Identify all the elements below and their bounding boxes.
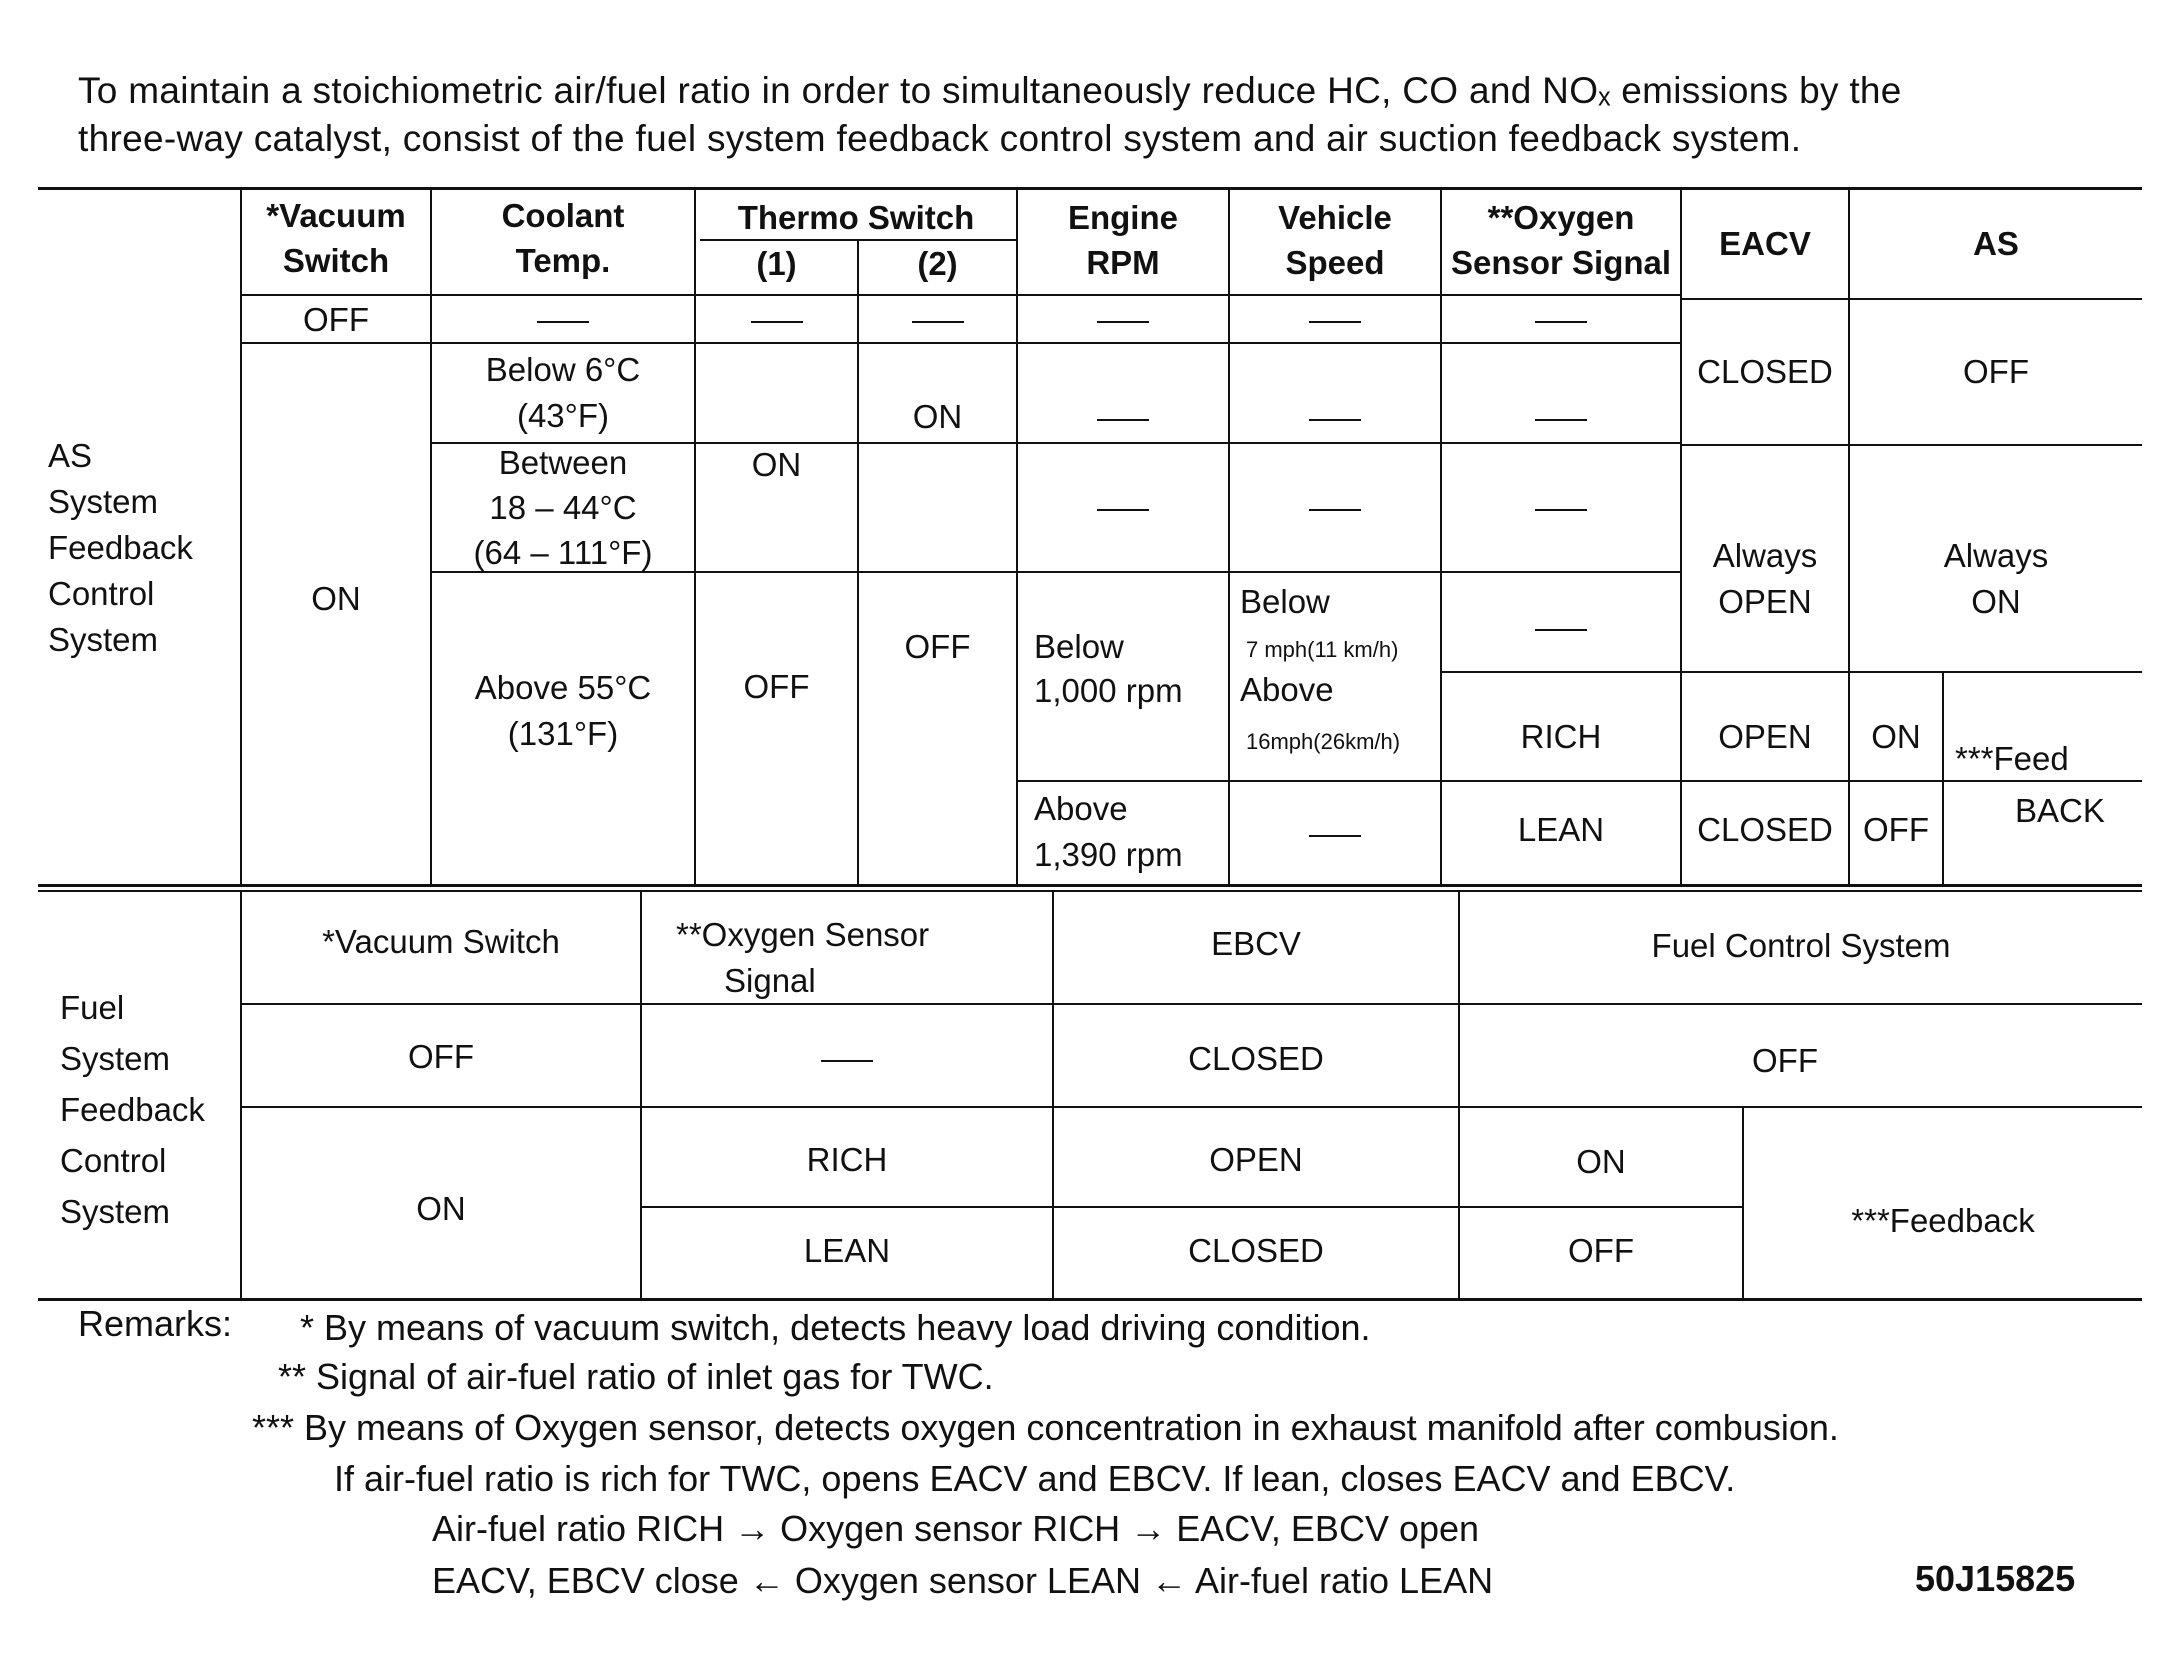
as-oxygen-rich: RICH xyxy=(1520,718,1602,755)
fuel-control-off: OFF xyxy=(1752,1042,1818,1079)
as-oxygen-lean: LEAN xyxy=(1517,811,1605,848)
intro-line-1: To maintain a stoichiometric air/fuel ratio in order to simultaneously reduce HC, CO and NOₓ emissions by the xyxy=(78,70,1902,111)
dash xyxy=(1535,629,1587,631)
eacv-closed-lean: CLOSED xyxy=(1697,811,1833,848)
fuel-system-label: Fuel System Feedback Control System xyxy=(60,989,205,1230)
header-vacuum-switch: *Vacuum Switch xyxy=(266,197,406,279)
remark-1: * By means of vacuum switch, detects heavy load driving condition. xyxy=(300,1307,1371,1348)
rpm-below: Below 1,000 rpm xyxy=(1034,628,1183,709)
dash xyxy=(1535,321,1587,323)
dash xyxy=(912,321,964,323)
coolant-above: Above 55°C (131°F) xyxy=(474,669,652,752)
speed-above: Above xyxy=(1240,671,1334,708)
remarks-label: Remarks: xyxy=(78,1303,233,1344)
dash xyxy=(1309,509,1361,511)
fuel-vacuum-off: OFF xyxy=(408,1038,474,1075)
thermo1-off: OFF xyxy=(743,668,810,705)
dash xyxy=(1309,835,1361,837)
dash xyxy=(1097,509,1149,511)
fuel-control-off-lean: OFF xyxy=(1568,1232,1634,1269)
header-as: AS xyxy=(1973,225,2019,262)
fuel-ebcv-closed: CLOSED xyxy=(1188,1040,1324,1077)
fuel-ebcv-closed-lean: CLOSED xyxy=(1188,1232,1324,1269)
eacv-closed: CLOSED xyxy=(1697,353,1833,390)
remark-4: If air-fuel ratio is rich for TWC, opens EACV and EBCV. If lean, closes EACV and EBCV. xyxy=(334,1458,1736,1499)
fuel-header-oxygen: **Oxygen Sensor Signal xyxy=(676,916,930,999)
coolant-below: Below 6°C (43°F) xyxy=(485,351,641,434)
speed-below: Below xyxy=(1240,583,1330,620)
header-eacv: EACV xyxy=(1719,225,1811,262)
intro-line-2: three-way catalyst, consist of the fuel system feedback control system and air suction feedback system. xyxy=(78,118,1802,159)
as-vacuum-on: ON xyxy=(311,580,361,617)
dash xyxy=(1535,419,1587,421)
as-system-label: AS System Feedback Control System xyxy=(48,437,193,658)
header-thermo-switch: Thermo Switch xyxy=(737,199,975,236)
as-off-lean: OFF xyxy=(1863,811,1929,848)
eacv-open: OPEN xyxy=(1718,718,1812,755)
as-off: OFF xyxy=(1963,353,2029,390)
figure-code: 50J15825 xyxy=(1915,1558,2076,1599)
coolant-between: Between 18 – 44°C (64 – 111°F) xyxy=(473,444,653,571)
fuel-oxygen-rich: RICH xyxy=(806,1141,888,1178)
thermo2-off: OFF xyxy=(904,628,971,665)
fuel-oxygen-lean: LEAN xyxy=(803,1232,891,1269)
fuel-feedback: ***Feedback xyxy=(1851,1202,2035,1239)
header-vehicle-speed: Vehicle Speed xyxy=(1278,199,1392,281)
speed-below-value: 7 mph(11 km/h) xyxy=(1246,637,1399,662)
header-coolant-temp: Coolant Temp. xyxy=(501,197,625,279)
thermo1-on: ON xyxy=(751,446,802,483)
header-thermo-2: (2) xyxy=(917,245,958,282)
remark-6: EACV, EBCV close ← Oxygen sensor LEAN ← Air-fuel ratio LEAN xyxy=(432,1560,1494,1601)
eacv-always-open: Always OPEN xyxy=(1712,537,1818,620)
as-always-on: Always ON xyxy=(1943,537,2049,620)
header-oxygen-sensor: **Oxygen Sensor Signal xyxy=(1450,199,1672,281)
dash xyxy=(1535,509,1587,511)
fuel-header-ebcv: EBCV xyxy=(1211,925,1301,962)
remark-5: Air-fuel ratio RICH → Oxygen sensor RICH → EACV, EBCV open xyxy=(432,1508,1480,1549)
dash xyxy=(1097,321,1149,323)
dash xyxy=(1097,419,1149,421)
dash xyxy=(1309,419,1361,421)
as-feedback: ***Feed BACK xyxy=(1955,740,2105,829)
dash xyxy=(821,1060,873,1062)
fuel-ebcv-open: OPEN xyxy=(1209,1141,1303,1178)
speed-above-value: 16mph(26km/h) xyxy=(1246,729,1401,754)
fuel-control-on: ON xyxy=(1576,1143,1626,1180)
fuel-vacuum-on: ON xyxy=(416,1190,466,1227)
remark-2: ** Signal of air-fuel ratio of inlet gas for TWC. xyxy=(278,1356,994,1397)
rpm-above: Above 1,390 rpm xyxy=(1034,790,1183,873)
remark-3: *** By means of Oxygen sensor, detects oxygen concentration in exhaust manifold after combusion. xyxy=(252,1407,1839,1448)
fuel-header-fuel-control: Fuel Control System xyxy=(1651,927,1951,964)
dash xyxy=(537,321,589,323)
header-thermo-1: (1) xyxy=(756,245,797,282)
fuel-header-vacuum: *Vacuum Switch xyxy=(322,923,560,960)
dash xyxy=(751,321,803,323)
header-engine-rpm: Engine RPM xyxy=(1067,199,1178,281)
dash xyxy=(1309,321,1361,323)
thermo2-on: ON xyxy=(912,398,963,435)
as-on: ON xyxy=(1871,718,1921,755)
as-vacuum-off: OFF xyxy=(303,301,369,338)
